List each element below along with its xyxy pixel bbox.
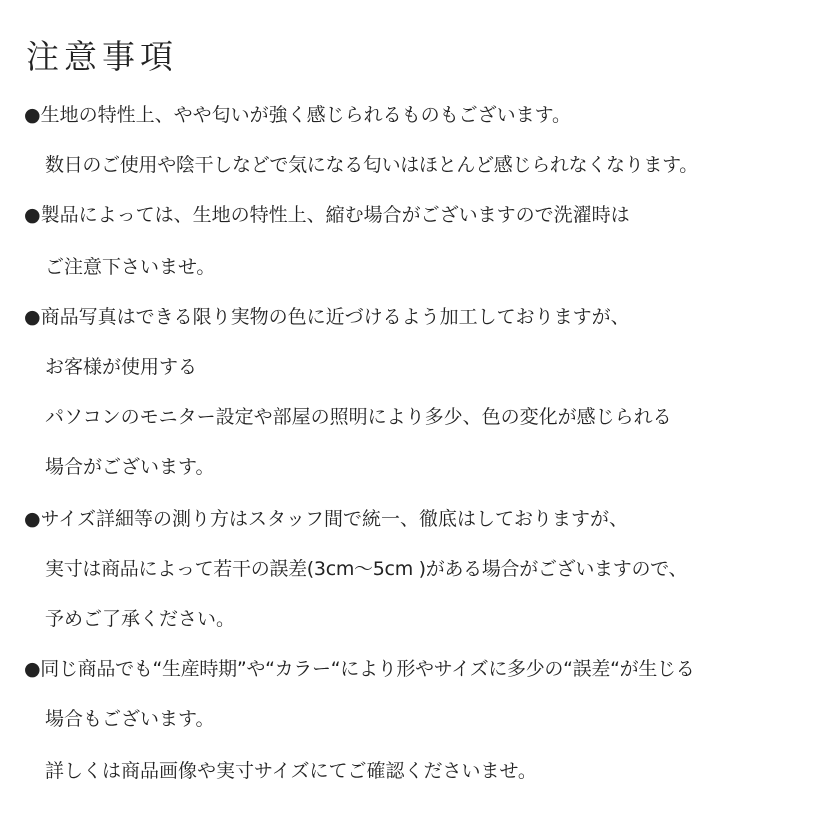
notice-line-odor-detail: 数日のご使用や陰干しなどで気になる匂いはほとんど感じられなくなります。	[45, 154, 698, 176]
notice-line-size-acknowledge: 予めご了承ください。	[45, 608, 236, 630]
notice-line-shrink: ●製品によっては、生地の特性上、縮む場合がございますので洗濯時は	[24, 204, 630, 226]
notice-line-photo-customer: お客様が使用する	[45, 356, 198, 378]
page-title: 注意事項	[26, 37, 178, 76]
notice-line-details: 詳しくは商品画像や実寸サイズにてご確認くださいませ。	[45, 760, 537, 782]
notice-line-shrink-detail: ご注意下さいませ。	[45, 256, 216, 278]
notice-line-photo-monitor: パソコンのモニター設定や部屋の照明により多少、色の変化が感じられる	[45, 406, 672, 428]
notice-line-size: ●サイズ詳細等の測り方はスタッフ間で統一、徹底はしておりますが、	[24, 508, 629, 530]
notice-line-production: ●同じ商品でも“生産時期”や“カラー“により形やサイズに多少の“誤差“が生じる	[24, 658, 695, 680]
notice-line-photo-case: 場合がございます。	[45, 456, 215, 478]
notice-line-production-case: 場合もございます。	[45, 708, 215, 730]
notice-line-size-error: 実寸は商品によって若干の誤差(3cm〜5cm )がある場合がございますので、	[45, 558, 688, 580]
notice-line-photo: ●商品写真はできる限り実物の色に近づけるよう加工しておりますが、	[24, 306, 630, 328]
notice-line-odor: ●生地の特性上、やや匂いが強く感じられるものもございます。	[24, 104, 572, 126]
